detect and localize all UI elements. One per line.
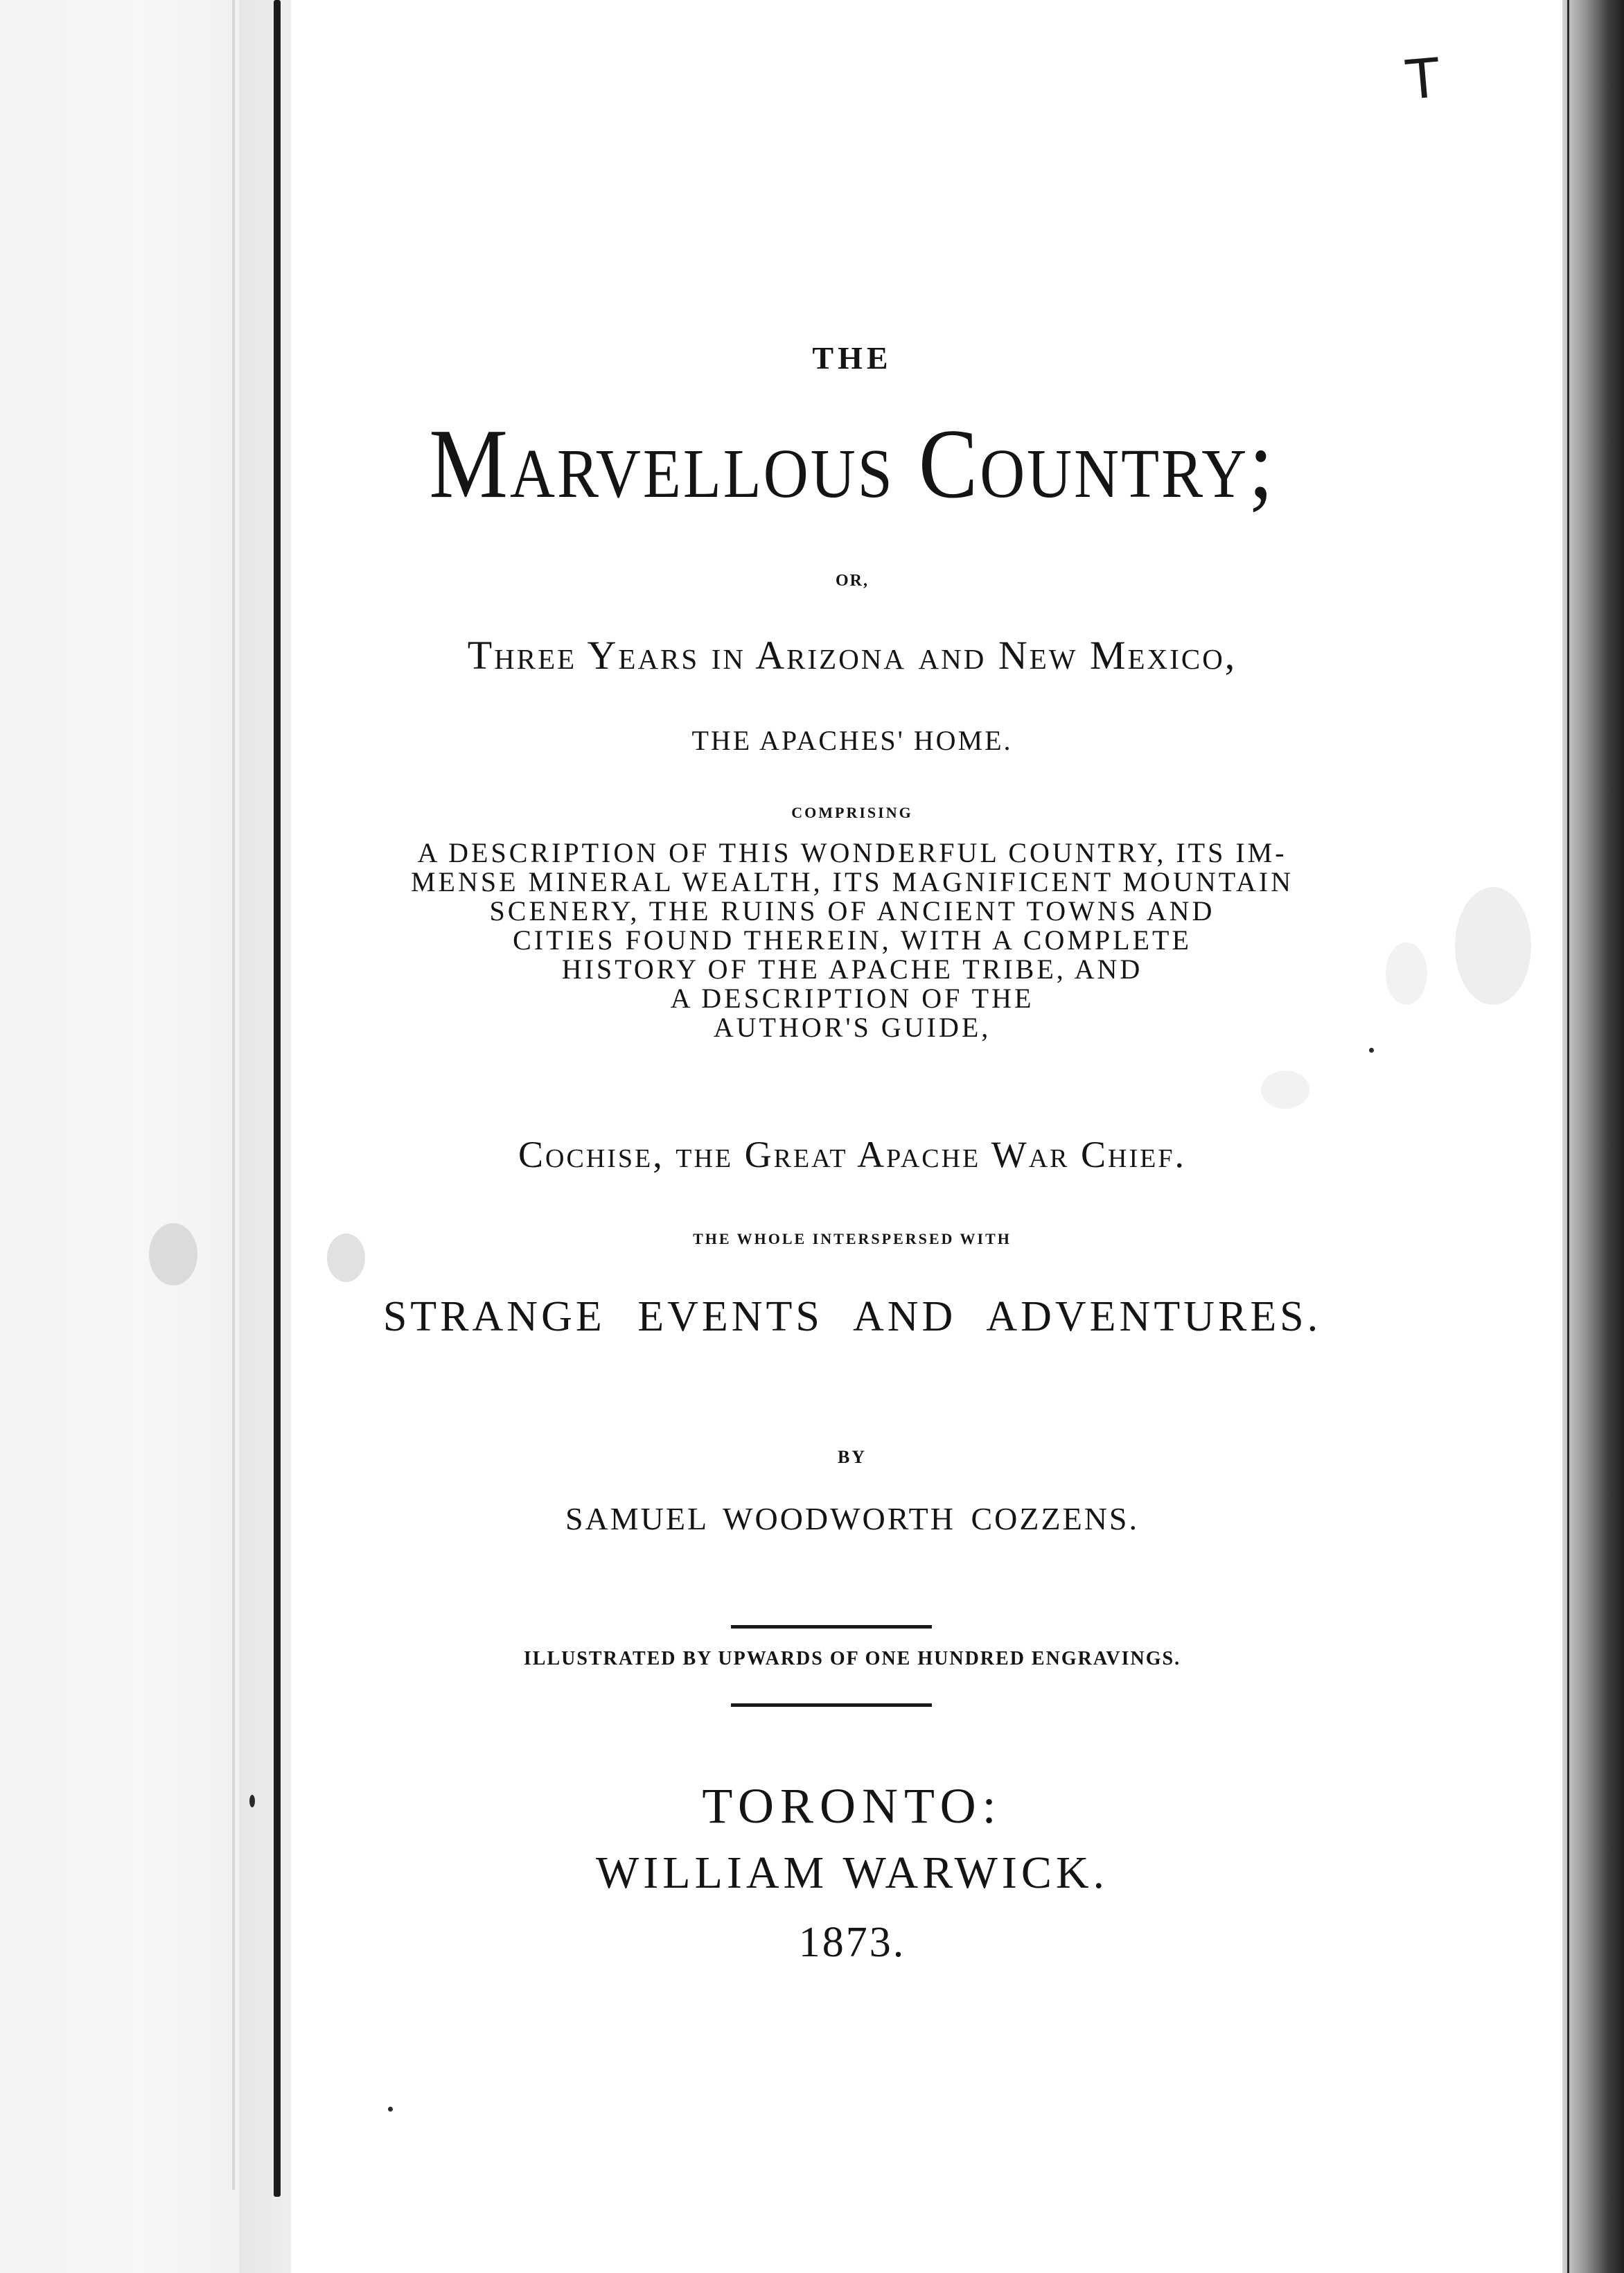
subtitle: Three Years in Arizona and New Mexico, xyxy=(467,633,1237,678)
by-label: BY xyxy=(837,1447,867,1467)
rule-bottom xyxy=(731,1703,932,1707)
imprint-city: TORONTO: xyxy=(702,1778,1003,1834)
speck-3 xyxy=(249,1795,255,1807)
rule-top xyxy=(731,1625,932,1629)
smudge-right-3 xyxy=(1261,1071,1309,1109)
subtitle-apaches-home: THE APACHES' HOME. xyxy=(691,725,1013,756)
title-article: THE xyxy=(812,340,892,376)
speck-1 xyxy=(1369,1048,1374,1053)
main-title: Marvellous Country; xyxy=(429,408,1276,519)
book-gutter xyxy=(239,0,294,2273)
smudge-right-1 xyxy=(1455,887,1531,1005)
description-line: AUTHOR'S GUIDE, xyxy=(713,1012,991,1043)
cochise-line: Cochise, the Great Apache War Chief. xyxy=(518,1134,1186,1175)
description-line: A DESCRIPTION OF THIS WONDERFUL COUNTRY, ITS IM- xyxy=(417,837,1287,868)
description-block xyxy=(291,839,1413,1042)
imprint-publisher: WILLIAM WARWICK. xyxy=(595,1848,1109,1898)
description-line: CITIES FOUND THEREIN, WITH A COMPLETE xyxy=(513,924,1192,956)
smudge-left xyxy=(149,1223,197,1285)
title-or: OR, xyxy=(836,572,869,590)
facing-page xyxy=(0,0,239,2273)
description-line: MENSE MINERAL WEALTH, ITS MAGNIFICENT MOUNTAIN xyxy=(410,866,1294,897)
facing-page-edge xyxy=(232,0,235,2190)
strange-events-line: STRANGE EVENTS AND ADVENTURES. xyxy=(382,1293,1322,1340)
gutter-shadow-line xyxy=(274,0,281,2197)
corner-pencil-mark: T xyxy=(1404,47,1442,112)
page-edge-shadow xyxy=(1562,0,1624,2273)
comprising-label: COMPRISING xyxy=(791,804,913,821)
description-line: SCENERY, THE RUINS OF ANCIENT TOWNS AND xyxy=(489,895,1215,927)
imprint-year: 1873. xyxy=(798,1919,906,1966)
description-line: A DESCRIPTION OF THE xyxy=(670,983,1034,1014)
page-edge-line xyxy=(1567,0,1569,2273)
speck-2 xyxy=(388,2107,393,2112)
description-line: HISTORY OF THE APACHE TRIBE, AND xyxy=(561,954,1143,985)
author-name: SAMUEL WOODWORTH COZZENS. xyxy=(565,1501,1140,1536)
illustrated-note: ILLUSTRATED BY UPWARDS OF ONE HUNDRED ENGRAVINGS. xyxy=(523,1648,1181,1669)
interspersed-label: THE WHOLE INTERSPERSED WITH xyxy=(693,1230,1012,1247)
